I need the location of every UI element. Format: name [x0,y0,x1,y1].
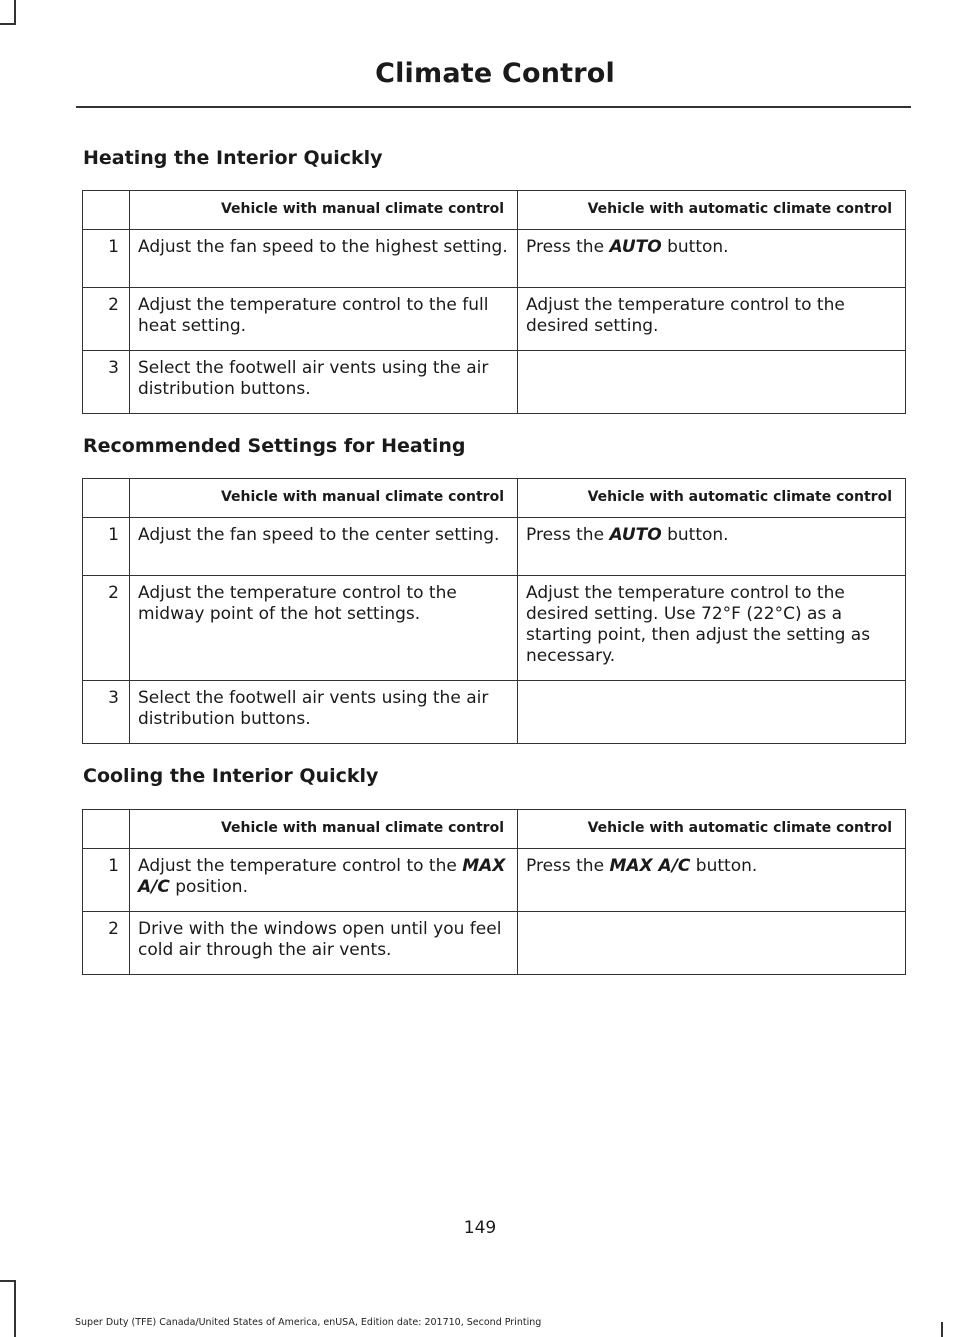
automatic-instruction [518,351,906,414]
cooling-quickly-table [82,809,906,975]
column-header-automatic: Vehicle with automatic climate control [518,810,906,849]
step-number: 2 [83,288,130,351]
instruction-text: button. [661,525,729,545]
crop-mark-top-left-h [0,23,16,25]
auto-button-label: AUTO [609,237,662,257]
column-header-step [83,810,130,849]
table-row [83,351,906,414]
instruction-text: Adjust the temperature control to the [138,856,463,876]
table-header-row [83,810,906,849]
table-row [83,576,906,681]
header-divider [76,106,911,108]
table-row [83,849,906,912]
table-row [83,288,906,351]
automatic-instruction: Adjust the temperature control to the desired setting. Use 72°F (22°C) as a starting point, then adjust the setting as necessary. [518,576,906,681]
automatic-instruction: Adjust the temperature control to the desired setting. [518,288,906,351]
instruction-text: position. [169,877,248,897]
instruction-text: button. [690,856,758,876]
column-header-manual: Vehicle with manual climate control [130,191,518,230]
automatic-instruction [518,230,906,288]
manual-instruction: Select the footwell air vents using the air distribution buttons. [130,681,518,744]
edition-footer: Super Duty (TFE) Canada/United States of America, enUSA, Edition date: 201710, Second Printing [75,1317,542,1328]
section-title-cooling-quickly: Cooling the Interior Quickly [83,765,379,787]
automatic-instruction [518,681,906,744]
page-header-title: Climate Control [375,58,615,89]
table-row [83,681,906,744]
manual-instruction: Select the footwell air vents using the air distribution buttons. [130,351,518,414]
instruction-text: button. [661,237,729,257]
step-number: 3 [83,351,130,414]
column-header-automatic: Vehicle with automatic climate control [518,191,906,230]
column-header-automatic: Vehicle with automatic climate control [518,479,906,518]
automatic-instruction [518,518,906,576]
section-title-recommended-heating: Recommended Settings for Heating [83,435,466,457]
crop-mark-bottom-right [941,1322,943,1337]
step-number: 2 [83,576,130,681]
page-number: 149 [463,1218,497,1238]
step-number: 1 [83,849,130,912]
automatic-instruction [518,912,906,975]
column-header-manual: Vehicle with manual climate control [130,810,518,849]
column-header-manual: Vehicle with manual climate control [130,479,518,518]
manual-instruction [130,849,518,912]
manual-instruction: Adjust the fan speed to the center setting. [130,518,518,576]
max-ac-label: MAX A/C [138,856,506,897]
heating-quickly-table [82,190,906,414]
crop-mark-bottom-left [14,1280,16,1337]
table-header-row [83,191,906,230]
table-row [83,518,906,576]
table-header-row [83,479,906,518]
crop-mark-bottom-left-h [0,1280,16,1282]
step-number: 3 [83,681,130,744]
recommended-heating-table [82,478,906,744]
instruction-text: Press the [526,525,610,545]
manual-instruction: Adjust the fan speed to the highest setting. [130,230,518,288]
column-header-step [83,479,130,518]
column-header-step [83,191,130,230]
manual-instruction: Adjust the temperature control to the midway point of the hot settings. [130,576,518,681]
automatic-instruction [518,849,906,912]
table-row [83,230,906,288]
manual-instruction: Drive with the windows open until you feel cold air through the air vents. [130,912,518,975]
max-ac-button-label: MAX A/C [609,856,691,876]
auto-button-label: AUTO [609,525,662,545]
crop-mark-top-left [14,0,16,25]
step-number: 1 [83,230,130,288]
manual-instruction: Adjust the temperature control to the full heat setting. [130,288,518,351]
instruction-text: Press the [526,237,610,257]
instruction-text: Press the [526,856,610,876]
section-title-heating-quickly: Heating the Interior Quickly [83,147,383,169]
step-number: 2 [83,912,130,975]
step-number: 1 [83,518,130,576]
table-row [83,912,906,975]
